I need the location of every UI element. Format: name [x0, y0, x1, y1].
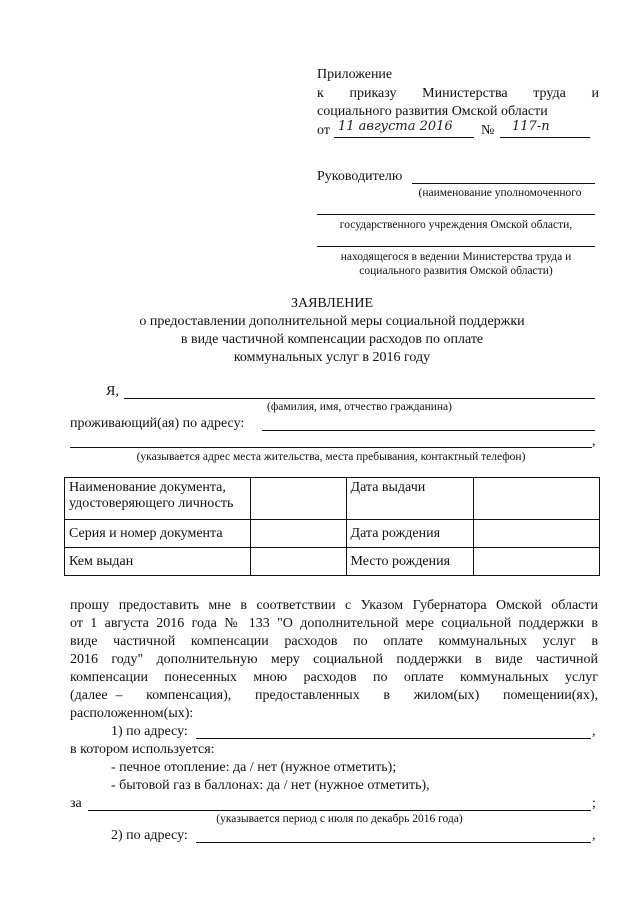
doc-number-label: Серия и номер документа [65, 520, 251, 548]
period-line[interactable] [88, 810, 591, 811]
fio-line[interactable] [124, 398, 595, 399]
address-item-2-line[interactable] [196, 842, 591, 843]
addressee-caption-4: социального развития Омской области) [359, 265, 553, 277]
issue-date-label: Дата выдачи [346, 478, 474, 520]
stove-heating-option[interactable]: - печное отопление: да / нет (нужное отметить); [111, 760, 397, 775]
appendix-word: приказу [349, 86, 397, 101]
doc-number-value[interactable] [250, 520, 346, 548]
appendix-word: труда [533, 86, 566, 101]
body-line-4: 2016 году" дополнительную меру социальной поддержки в виде частичной [70, 652, 598, 667]
period-semicolon: ; [592, 796, 596, 811]
document-subtitle-2: в виде частичной компенсации расходов по оплате [180, 332, 484, 347]
appendix-order-line [317, 86, 599, 102]
address-item-2-comma: , [592, 828, 596, 843]
addressee-line-2[interactable] [317, 214, 595, 215]
appendix-title: Приложение [317, 67, 393, 82]
address-item-1-comma: , [592, 724, 596, 739]
body-line-2: от 1 августа 2016 года № 133 "О дополнительной мере социальной поддержки в [70, 616, 598, 631]
document-title: ЗАЯВЛЕНИЕ [290, 296, 374, 311]
period-caption: (указывается период с июля по декабрь 2016 года) [216, 813, 463, 825]
birth-place-value[interactable] [474, 548, 600, 576]
document-subtitle-1: о предоставлении дополнительной меры социальной поддержки [139, 314, 525, 329]
doc-name-value[interactable] [250, 478, 346, 520]
body-line-3: виде частичной компенсации расходов по оплате коммунальных услуг в [70, 634, 598, 649]
appendix-number-prefix: № [481, 123, 495, 138]
handwritten-number: 117-п [512, 119, 550, 134]
body-line-7: расположенном(ых): [70, 706, 194, 721]
handwritten-date: 11 августа 2016 [338, 119, 453, 134]
issued-by-label: Кем выдан [65, 548, 251, 576]
addressee-line-3[interactable] [317, 246, 595, 247]
body-line-5: компенсации понесенных мною расходов по оплате коммунальных услуг [70, 670, 598, 685]
addressee-caption-2: государственного учреждения Омской области, [339, 219, 573, 231]
address-line-1[interactable] [262, 430, 595, 431]
address-caption: (указывается адрес места жительства, места пребывания, контактный телефон) [136, 451, 526, 463]
addressee-label: Руководителю [317, 169, 403, 184]
birth-date-value[interactable] [474, 520, 600, 548]
appendix-word: и [591, 86, 599, 101]
bottled-gas-option[interactable]: - бытовой газ в баллонах: да / нет (нужное отметить), [111, 778, 430, 793]
address-line-2[interactable] [70, 447, 592, 448]
address-item-1-line[interactable] [196, 738, 591, 739]
fio-caption: (фамилия, имя, отчество гражданина) [267, 401, 452, 413]
addressee-line-1[interactable] [412, 183, 595, 184]
address-item-1-label: 1) по адресу: [111, 724, 188, 739]
address-comma: , [592, 434, 596, 449]
number-underline [500, 137, 590, 138]
applicant-ya: Я, [106, 384, 119, 399]
addressee-caption-1: (наименование уполномоченного [418, 187, 582, 199]
doc-name-label: Наименование документа, удостоверяющего личность [65, 478, 251, 520]
body-line-1: прошу предоставить мне в соответствии с Указом Губернатора Омской области [70, 598, 598, 613]
appendix-ministry: социального развития Омской области [317, 104, 548, 119]
used-label: в котором используется: [70, 742, 215, 757]
appendix-word: к [317, 86, 324, 101]
birth-place-label: Место рождения [346, 548, 474, 576]
document-subtitle-3: коммунальных услуг в 2016 году [233, 350, 431, 365]
residing-label: проживающий(ая) по адресу: [70, 416, 245, 431]
addressee-caption-3: находящегося в ведении Министерства труда и [340, 251, 572, 263]
period-prefix: за [70, 796, 82, 811]
date-underline [334, 137, 474, 138]
address-item-2-label: 2) по адресу: [111, 828, 188, 843]
table-row [65, 520, 600, 548]
table-row [65, 478, 600, 520]
birth-date-label: Дата рождения [346, 520, 474, 548]
issue-date-value[interactable] [474, 478, 600, 520]
body-line-6: (далее – компенсация), предоставленных в жилом(ых) помещении(ях), [70, 688, 598, 703]
appendix-word: Министерства [422, 86, 508, 101]
appendix-date-prefix: от [317, 123, 330, 138]
identity-documents-table [64, 477, 600, 576]
issued-by-value[interactable] [250, 548, 346, 576]
table-row [65, 548, 600, 576]
